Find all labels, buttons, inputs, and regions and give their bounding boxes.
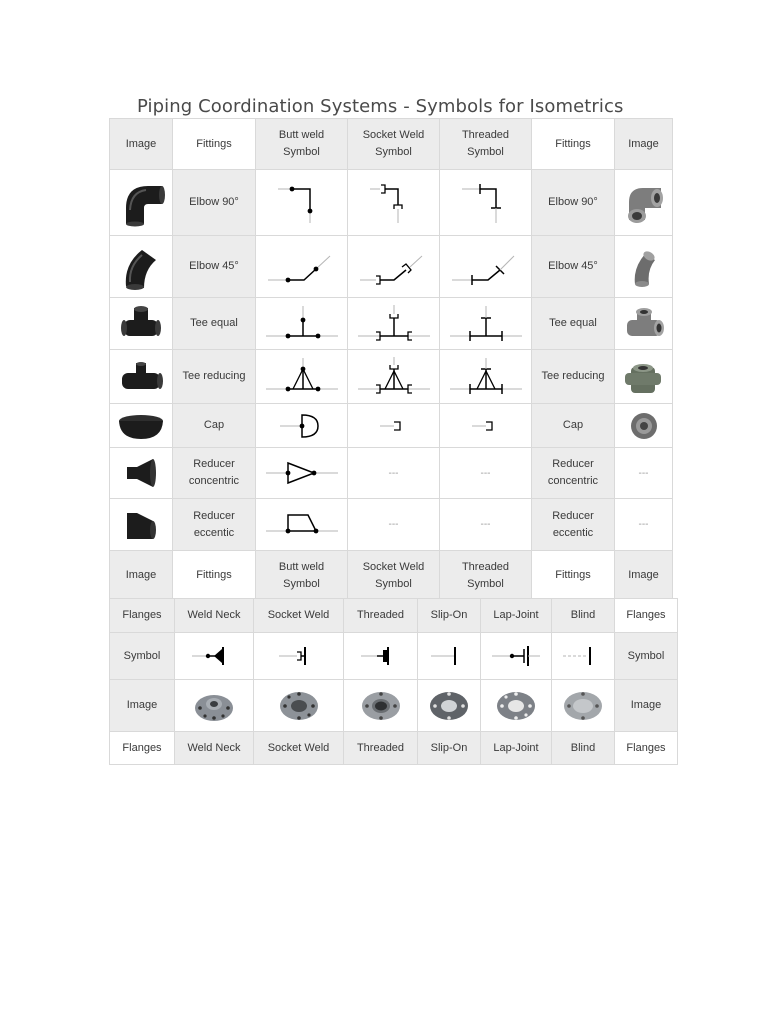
- black-elbow-45-icon: [116, 242, 166, 292]
- socket-weld-symbol-cell: [348, 404, 440, 448]
- flange-symbol-cell: [175, 633, 254, 680]
- fitting-image-cell: [615, 350, 673, 404]
- fitting-image-cell: [110, 448, 173, 499]
- footer-socket-weld: [348, 551, 440, 601]
- fitting-name-cell: [173, 448, 256, 499]
- image-label-left: [110, 680, 175, 732]
- butt-weld-tee-reducing-symbol: [262, 355, 342, 399]
- fittings-footer-row: [110, 551, 673, 601]
- row-label: Symbol: [627, 649, 665, 662]
- flanges-footer-row: [110, 732, 678, 765]
- socket-weld-tee-reducing-symbol: [354, 355, 434, 399]
- forged-cap-icon: [624, 409, 664, 443]
- socket-weld-tee-equal-symbol: [354, 302, 434, 346]
- flange-image-cell: [344, 680, 418, 732]
- footer-label: Threaded Symbol: [461, 560, 510, 590]
- footer-butt-weld: [256, 551, 348, 601]
- butt-weld-reducer-concentric-symbol: [262, 455, 342, 491]
- fitting-name-cell: [173, 350, 256, 404]
- blind-flange-icon: [561, 688, 605, 724]
- fitting-name: Reducer concentric: [188, 458, 240, 487]
- fitting-name: Tee reducing: [182, 370, 246, 382]
- lap-joint-flange-icon: [494, 688, 538, 724]
- table-row: [110, 236, 673, 298]
- lap-joint-flange-symbol: [486, 643, 546, 669]
- socket-weld-flange-symbol: [269, 643, 329, 669]
- symbol-label-left: [110, 633, 175, 680]
- butt-weld-tee-equal-symbol: [262, 302, 342, 346]
- header-label: Weld Neck: [187, 609, 241, 621]
- fitting-image-cell: [615, 298, 673, 350]
- flange-image-cell: [552, 680, 615, 732]
- slip-on-flange-icon: [427, 688, 471, 724]
- fitting-image-cell: [615, 170, 673, 236]
- black-reducer-eccentric-icon: [121, 507, 161, 543]
- footer-image-left: [110, 551, 173, 601]
- blind-flange-symbol: [553, 643, 613, 669]
- fitting-name-cell: [532, 236, 615, 298]
- black-reducer-concentric-icon: [121, 455, 161, 491]
- page-title: Piping Coordination Systems - Symbols for Isometrics: [137, 96, 624, 117]
- butt-weld-symbol-cell: [256, 499, 348, 551]
- fitting-name-cell: [532, 170, 615, 236]
- footer-label: Blind: [570, 741, 596, 754]
- threaded-flange-symbol: [351, 643, 411, 669]
- footer-image-right: [615, 551, 673, 601]
- flange-type-blind: [552, 732, 615, 765]
- socket-weld-elbow-45-symbol: [354, 242, 434, 292]
- flanges-label-right: [615, 599, 678, 633]
- header-image-left: [110, 119, 173, 170]
- footer-label: Flanges: [122, 741, 162, 754]
- flange-image-cell: [175, 680, 254, 732]
- forged-elbow-90-icon: [621, 180, 667, 226]
- flange-type-lap-joint: [481, 599, 552, 633]
- threaded-symbol-cell: [440, 404, 532, 448]
- fitting-name: Elbow 45°: [189, 260, 239, 272]
- slip-on-flange-symbol: [419, 643, 479, 669]
- footer-label: Butt weld Symbol: [278, 560, 325, 590]
- socket-weld-symbol-cell: [348, 350, 440, 404]
- socket-weld-elbow-90-symbol: [354, 178, 434, 228]
- row-label: Symbol: [123, 649, 161, 662]
- threaded-symbol-cell: [440, 170, 532, 236]
- footer-label: Weld Neck: [187, 741, 241, 754]
- flange-type-weld-neck: [175, 732, 254, 765]
- flange-symbol-cell: [418, 633, 481, 680]
- flange-symbol-cell: [344, 633, 418, 680]
- socket-weld-symbol-cell: [348, 499, 440, 551]
- footer-label: Fittings: [196, 569, 232, 581]
- header-image-right: [615, 119, 673, 170]
- fitting-image-cell: [110, 404, 173, 448]
- fitting-name-cell: [532, 404, 615, 448]
- butt-weld-reducer-eccentric-symbol: [262, 507, 342, 543]
- butt-weld-symbol-cell: [256, 298, 348, 350]
- socket-weld-symbol-cell: [348, 236, 440, 298]
- header-label: Butt weld Symbol: [278, 129, 325, 158]
- threaded-symbol-cell: [440, 350, 532, 404]
- threaded-flange-icon: [359, 688, 403, 724]
- flange-type-slip-on: [418, 599, 481, 633]
- not-applicable: ---: [480, 467, 491, 479]
- flange-type-slip-on: [418, 732, 481, 765]
- socket-weld-symbol-cell: [348, 170, 440, 236]
- threaded-elbow-45-symbol: [446, 242, 526, 292]
- flange-type-lap-joint: [481, 732, 552, 765]
- header-butt-weld: [256, 119, 348, 170]
- black-tee-equal-icon: [116, 304, 166, 344]
- flanges-label-left: [110, 599, 175, 633]
- table-row: [110, 404, 673, 448]
- flange-symbol-cell: [552, 633, 615, 680]
- forged-tee-reducing-icon: [621, 357, 667, 397]
- fitting-image-cell: [110, 170, 173, 236]
- flange-image-cell: [254, 680, 344, 732]
- header-label: Flanges: [122, 609, 162, 621]
- fitting-name: Tee reducing: [541, 370, 605, 382]
- butt-weld-symbol-cell: [256, 236, 348, 298]
- table-row: [110, 350, 673, 404]
- butt-weld-cap-symbol: [262, 411, 342, 441]
- butt-weld-symbol-cell: [256, 404, 348, 448]
- fitting-image-cell: [110, 350, 173, 404]
- fitting-image-cell: [110, 499, 173, 551]
- flange-image-row: [110, 680, 678, 732]
- fitting-name-cell: [173, 170, 256, 236]
- fitting-name-cell: [532, 298, 615, 350]
- image-label-right: [615, 680, 678, 732]
- flange-type-threaded: [344, 732, 418, 765]
- black-elbow-90-icon: [116, 178, 166, 228]
- header-label: Lap-Joint: [493, 609, 539, 621]
- not-applicable: ---: [638, 467, 649, 479]
- butt-weld-elbow-90-symbol: [262, 178, 342, 228]
- threaded-symbol-cell: [440, 298, 532, 350]
- fitting-image-cell: [110, 236, 173, 298]
- butt-weld-symbol-cell: [256, 170, 348, 236]
- flange-type-socket-weld: [254, 599, 344, 633]
- flange-type-blind: [552, 599, 615, 633]
- footer-label: Socket Weld: [267, 741, 330, 754]
- fitting-name-cell: [173, 404, 256, 448]
- flange-symbol-cell: [481, 633, 552, 680]
- fitting-name: Elbow 90°: [189, 196, 239, 208]
- footer-label: Image: [628, 569, 659, 581]
- header-label: Fittings: [555, 137, 591, 150]
- flange-symbol-row: [110, 633, 678, 680]
- fitting-name: Elbow 90°: [548, 196, 598, 208]
- fitting-name-cell: [532, 350, 615, 404]
- footer-label: Flanges: [626, 741, 666, 754]
- flange-image-cell: [418, 680, 481, 732]
- table-row: [110, 298, 673, 350]
- socket-weld-symbol-cell: [348, 298, 440, 350]
- fitting-name: Cap: [203, 419, 225, 431]
- footer-label: Slip-On: [430, 741, 468, 754]
- table-row: [110, 499, 673, 551]
- threaded-tee-reducing-symbol: [446, 355, 526, 399]
- butt-weld-symbol-cell: [256, 350, 348, 404]
- footer-fittings-left: [173, 551, 256, 601]
- symbol-label-right: [615, 633, 678, 680]
- fitting-image-cell: [615, 404, 673, 448]
- footer-label: Socket Weld Symbol: [362, 560, 425, 590]
- header-label: Threaded: [356, 609, 405, 621]
- header-threaded: [440, 119, 532, 170]
- butt-weld-elbow-45-symbol: [262, 242, 342, 292]
- fitting-name: Cap: [562, 419, 584, 431]
- fitting-name: Reducer eccentic: [552, 509, 594, 539]
- fitting-name: Elbow 45°: [548, 260, 598, 272]
- fitting-name-cell: [173, 236, 256, 298]
- fitting-name: Reducer concentric: [547, 458, 599, 487]
- flange-type-socket-weld: [254, 732, 344, 765]
- threaded-symbol-cell: [440, 236, 532, 298]
- row-label: Image: [126, 699, 158, 711]
- socket-weld-symbol-cell: [348, 448, 440, 499]
- fitting-image-cell: [110, 298, 173, 350]
- header-label: Threaded Symbol: [461, 129, 510, 158]
- fittings-symbol-table: [109, 118, 673, 601]
- header-label: Socket Weld Symbol: [362, 129, 425, 158]
- table-row: [110, 170, 673, 236]
- header-label: Flanges: [626, 609, 666, 621]
- fitting-image-cell: [615, 448, 673, 499]
- fitting-name: Reducer eccentic: [193, 509, 235, 539]
- forged-elbow-45-icon: [621, 244, 667, 290]
- header-label: Blind: [570, 609, 596, 621]
- footer-label: Image: [125, 569, 157, 581]
- footer-fittings-right: [532, 551, 615, 601]
- socket-weld-flange-icon: [277, 688, 321, 724]
- row-label: Image: [630, 699, 662, 711]
- footer-label: Fittings: [555, 569, 591, 581]
- black-cap-icon: [116, 409, 166, 443]
- flange-type-weld-neck: [175, 599, 254, 633]
- not-applicable: ---: [480, 519, 491, 530]
- flanges-label-left: [110, 732, 175, 765]
- flanges-symbol-table: [109, 598, 678, 765]
- header-label: Image: [125, 137, 157, 150]
- flanges-header-row: [110, 599, 678, 633]
- header-label: Socket Weld: [267, 609, 330, 621]
- not-applicable: ---: [388, 519, 399, 530]
- flange-symbol-cell: [254, 633, 344, 680]
- table-row: [110, 448, 673, 499]
- threaded-symbol-cell: [440, 499, 532, 551]
- flange-type-threaded: [344, 599, 418, 633]
- threaded-symbol-cell: [440, 448, 532, 499]
- weld-neck-flange-symbol: [184, 643, 244, 669]
- forged-tee-equal-icon: [621, 304, 667, 344]
- header-label: Image: [628, 137, 659, 150]
- threaded-elbow-90-symbol: [446, 178, 526, 228]
- fitting-name: Tee equal: [549, 317, 597, 329]
- black-tee-reducing-icon: [116, 357, 166, 397]
- not-applicable: ---: [638, 519, 649, 530]
- threaded-cap-symbol: [446, 411, 526, 441]
- butt-weld-symbol-cell: [256, 448, 348, 499]
- threaded-tee-equal-symbol: [446, 302, 526, 346]
- header-label: Slip-On: [430, 609, 468, 621]
- header-label: Fittings: [196, 137, 232, 150]
- footer-label: Lap-Joint: [493, 741, 539, 754]
- socket-weld-cap-symbol: [354, 411, 434, 441]
- flange-image-cell: [481, 680, 552, 732]
- fitting-name: Tee equal: [190, 317, 238, 329]
- fitting-name-cell: [532, 499, 615, 551]
- fitting-name-cell: [173, 499, 256, 551]
- fitting-image-cell: [615, 236, 673, 298]
- footer-threaded: [440, 551, 532, 601]
- header-socket-weld: [348, 119, 440, 170]
- footer-label: Threaded: [356, 741, 405, 754]
- flanges-label-right: [615, 732, 678, 765]
- header-fittings-left: [173, 119, 256, 170]
- fitting-image-cell: [615, 499, 673, 551]
- weld-neck-flange-icon: [192, 688, 236, 724]
- fitting-name-cell: [532, 448, 615, 499]
- not-applicable: ---: [388, 467, 399, 479]
- header-fittings-right: [532, 119, 615, 170]
- fittings-header-row: [110, 119, 673, 170]
- fitting-name-cell: [173, 298, 256, 350]
